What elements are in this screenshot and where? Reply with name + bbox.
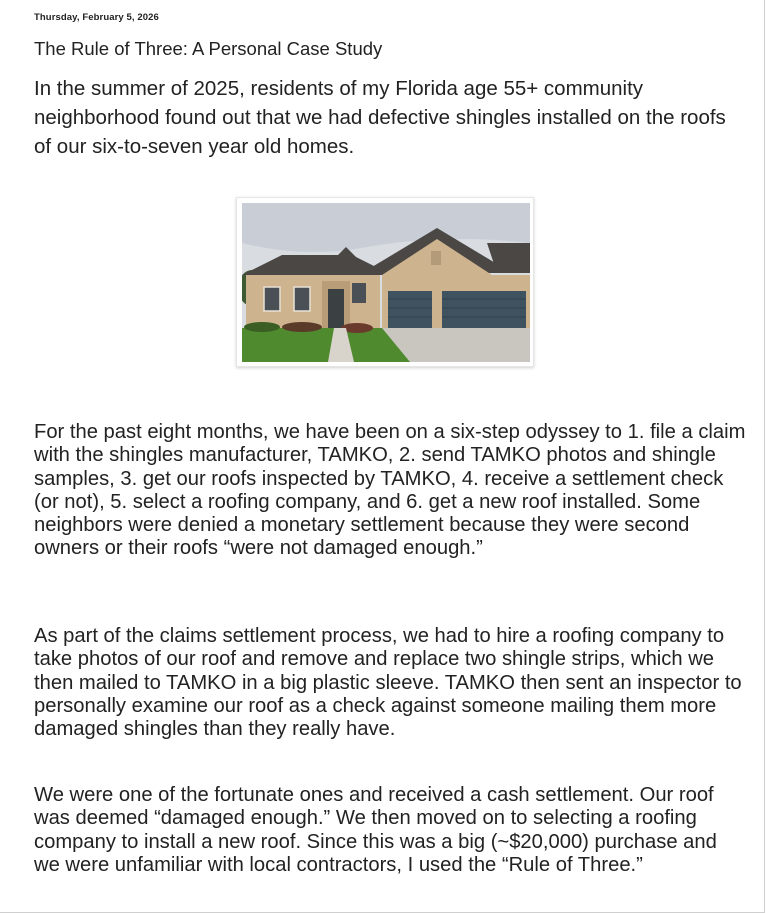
body-paragraph-claims-process: As part of the claims settlement process, we had to hire a roofing company to take photos of our roof and remove and replace two shingle strips, which we then mailed to TAMKO in a big plastic sleeve. TAMKO then sent an inspector to personally examine our roof as a check against someone mailing them more damaged shingles than they really have.	[34, 625, 742, 741]
house-photo-frame[interactable]	[236, 197, 534, 367]
body-paragraph-odyssey: For the past eight months, we have been on a six-step odyssey to 1. file a claim with the shingles manufacturer, TAMKO, 2. send TAMKO photos and shingle samples, 3. get our roofs inspected by TAMKO, 4. receive a settlement check (or not), 5. select a roofing company, and 6. get a new roof installed. Some neighbors were denied a monetary settlement because they were second owners or their roofs “were not damaged enough.”	[34, 421, 746, 560]
house-photo[interactable]	[242, 203, 530, 362]
intro-paragraph: In the summer of 2025, residents of my Florida age 55+ community neighborhood found out that we had defective shingles installed on the roofs of our six-to-seven year old homes.	[34, 77, 726, 158]
post-date-header: Thursday, February 5, 2026	[34, 12, 159, 23]
post-title[interactable]: The Rule of Three: A Personal Case Study	[34, 38, 383, 59]
body-paragraph-settlement: We were one of the fortunate ones and received a cash settlement. Our roof was deemed “damaged enough.” We then moved on to selecting a roofing company to install a new roof. Since this was a big (~$20,000) purchase and we were unfamiliar with local contractors, I used the “Rule of Three.”	[34, 784, 717, 876]
